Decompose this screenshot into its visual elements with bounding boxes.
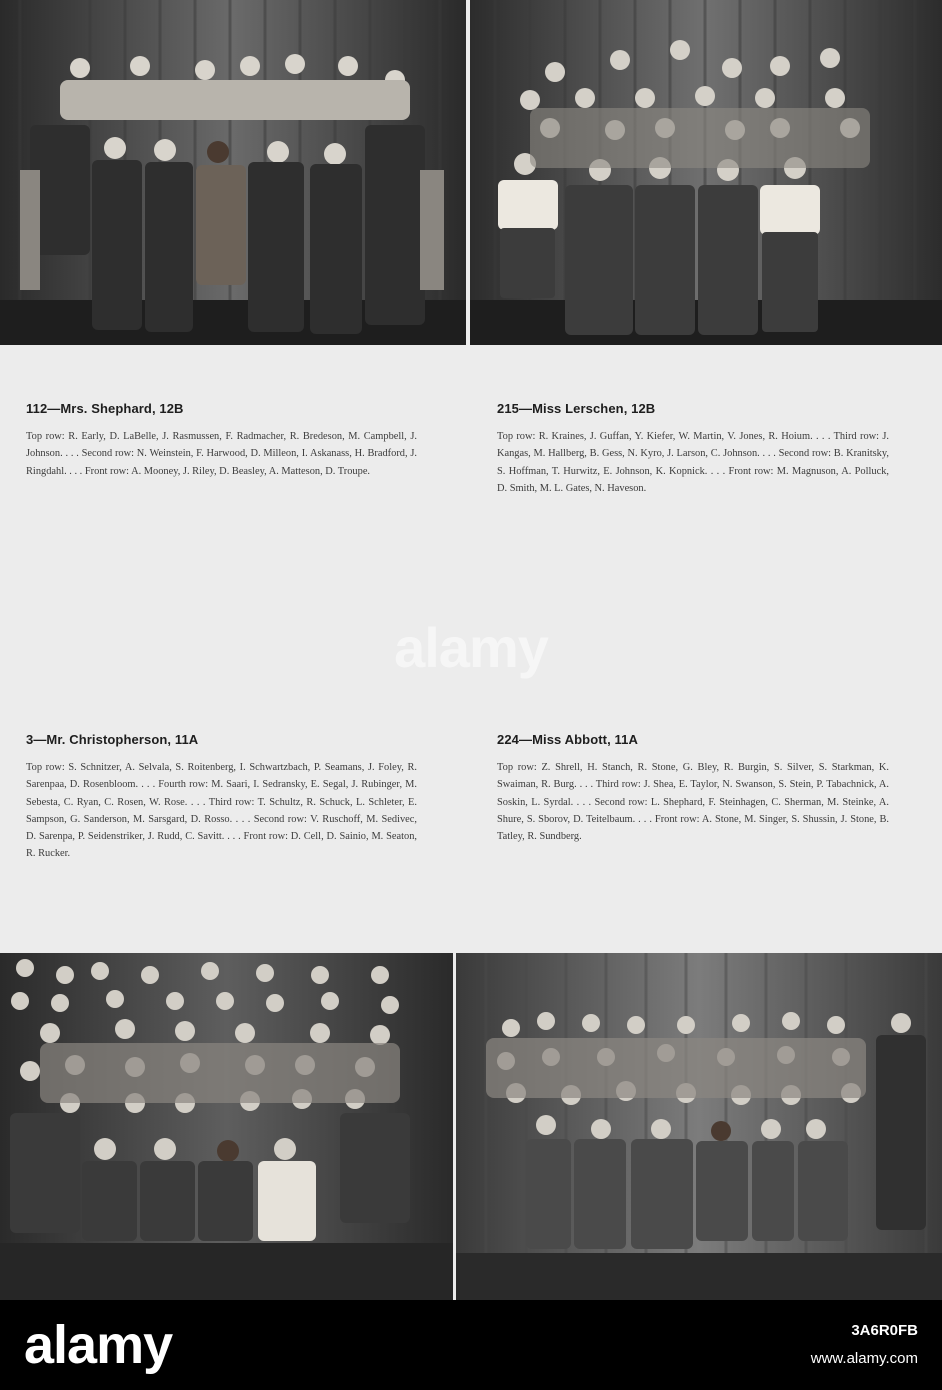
caption-heading: 215—Miss Lerschen, 12B — [497, 401, 656, 416]
caption-heading: 224—Miss Abbott, 11A — [497, 732, 638, 747]
class-photo-215 — [470, 0, 942, 345]
class-photo-224 — [456, 953, 942, 1300]
footer-url: www.alamy.com — [810, 1350, 918, 1367]
caption-224 — [497, 732, 889, 845]
watermark: alamy — [394, 616, 548, 679]
caption-text: Top row: Z. Shrell, H. Stanch, R. Stone, G. Bley, R. Burgin, S. Silver, S. Starkman, K. Swaiman, R. Burg. . . . Third row: J. Shea, E. Taylor, N. Swanson, S. Stein, P. Tabachnick, A. Soskin, L. Syrdal. . . . Second row: L. Shephard, F. Steinhagen, C. Sherman, M. Steinke, A. Shure, S. Sborov, D. Teitelbaum. . . . Front row: A. Stone, M. Singer, S. Shussin, J. Stone, B. Tatley, R. Sundberg. — [497, 762, 889, 843]
image-id: 3A6R0FB — [851, 1322, 918, 1339]
caption-112 — [26, 401, 417, 480]
caption-215 — [497, 401, 889, 497]
stock-footer — [0, 1300, 942, 1390]
class-photo-3 — [0, 953, 453, 1300]
caption-text: Top row: R. Kraines, J. Guffan, Y. Kiefer, W. Martin, V. Jones, R. Hoium. . . . Third row: J. Kangas, M. Hallberg, B. Gess, N. Kyro, J. Larson, C. Johnson. . . . Second row: B. Kranitsky, S. Hoffman, T. Hurwitz, E. Johnson, K. Kopnick. . . . Front row: M. Magnuson, A. Polluck, D. Smith, M. L. Gates, N. Haveson. — [497, 431, 889, 494]
caption-text: Top row: R. Early, D. LaBelle, J. Rasmussen, F. Radmacher, R. Bredeson, M. Campbell, J. Johnson. . . . Second row: N. Weinstein, F. Harwood, D. Milleon, I. Askanass, H. Bradford, J. Ringdahl. . . . Front row: A. Mooney, J. Riley, D. Beasley, A. Matteson, D. Troupe. — [26, 431, 417, 477]
caption-3 — [26, 732, 417, 863]
caption-text: Top row: S. Schnitzer, A. Selvala, S. Roitenberg, I. Schwartzbach, P. Seamans, J. Foley, R. Sarenpaa, D. Rosenbloom. . . . Fourth row: M. Saari, I. Sedransky, E. Segal, J. Rubinger, M. Sebesta, C. Ryan, C. Rosen, W. Rose. . . . Third row: T. Schultz, R. Schuck, L. Schleter, E. Sampson, G. Sanderson, M. Sarsgard, D. Rosso. . . . Second row: V. Ruschoff, M. Sedivec, D. Sarenpa, P. Seidenstriker, J. Rudd, C. Savitt. . . . Front row: D. Cell, D. Sainio, M. Seaton, R. Rucker. — [26, 762, 417, 860]
class-photo-112 — [0, 0, 466, 345]
caption-heading: 112—Mrs. Shephard, 12B — [26, 401, 184, 416]
alamy-logo: alamy — [24, 1315, 173, 1375]
caption-heading: 3—Mr. Christopherson, 11A — [26, 732, 199, 747]
